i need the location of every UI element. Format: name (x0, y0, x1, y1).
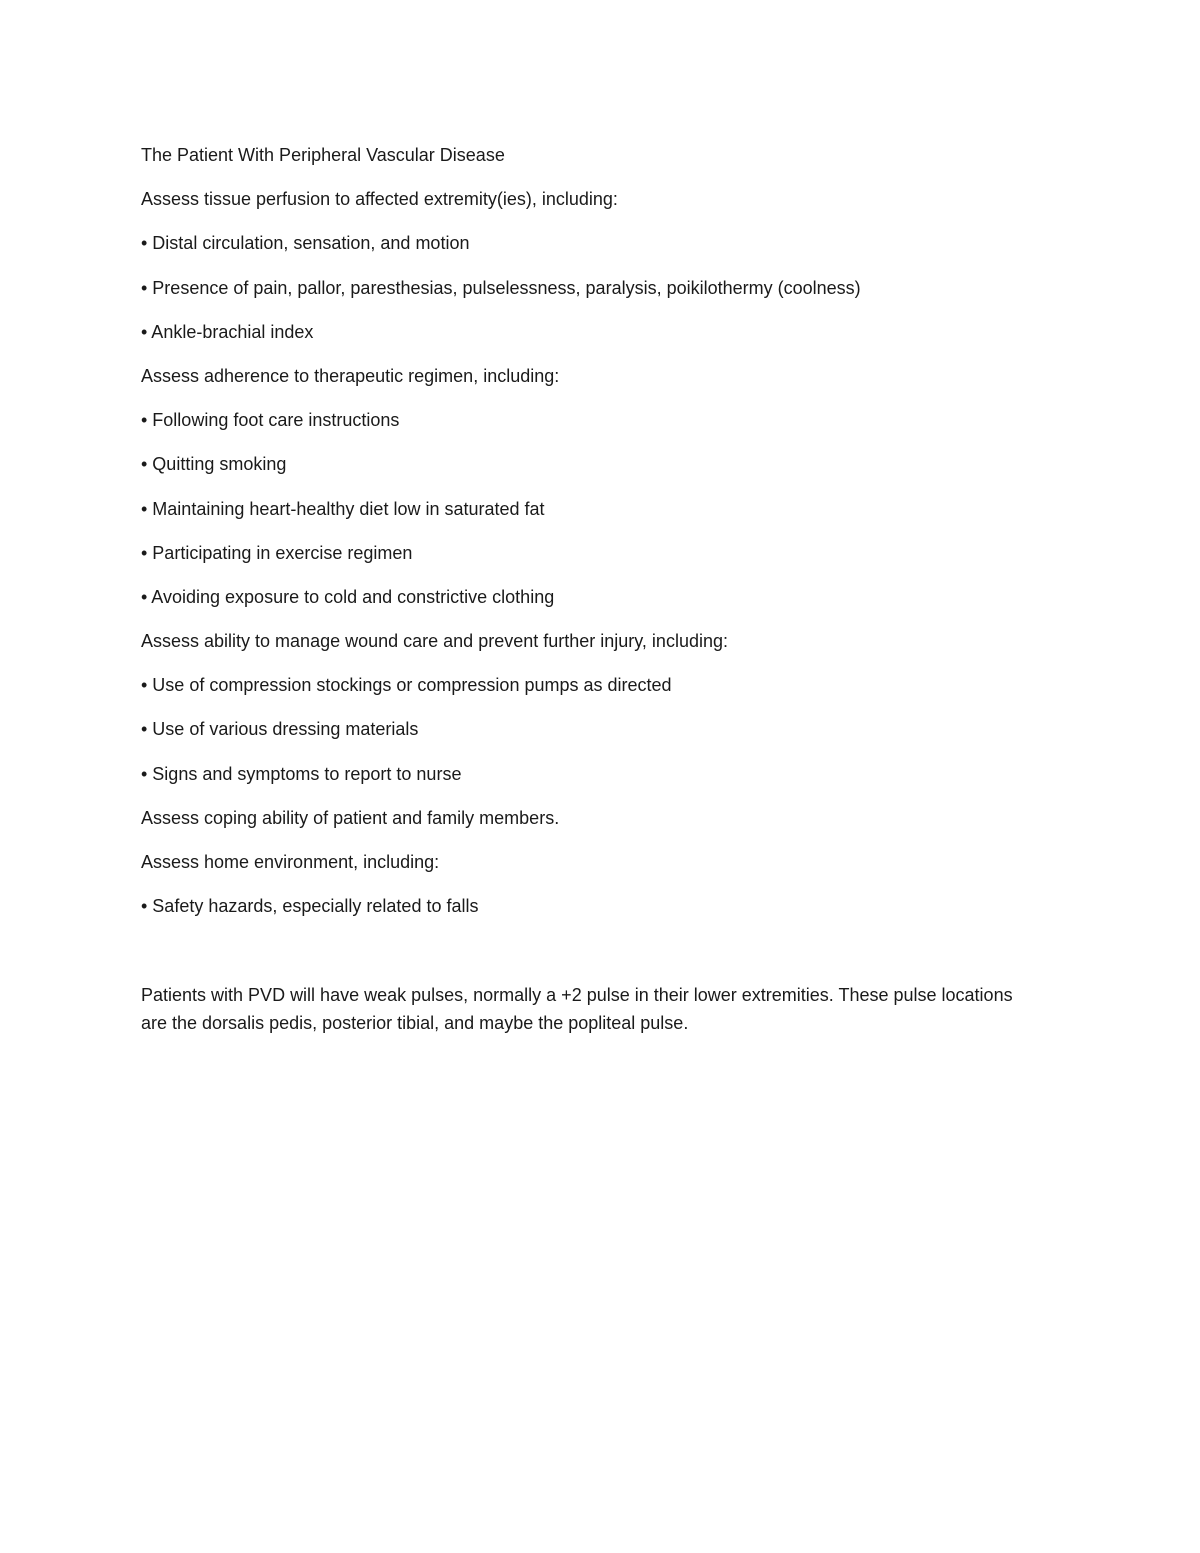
list-item: • Maintaining heart-healthy diet low in saturated fat (141, 498, 545, 519)
list-item: • Use of various dressing materials (141, 719, 419, 740)
closing-paragraph: Patients with PVD will have weak pulses, normally a +2 pulse in their lower extremities. These pulse locations are the dorsalis pedis, posterior tibial, and maybe the popliteal pulse. (141, 985, 1013, 1033)
section-heading-adherence: Assess adherence to therapeutic regimen, including: (141, 365, 560, 386)
list-item: • Use of compression stockings or compression pumps as directed (141, 675, 672, 696)
list-item: • Ankle-brachial index (141, 321, 314, 342)
section-heading-coping: Assess coping ability of patient and family members. (141, 807, 560, 828)
list-item: • Participating in exercise regimen (141, 542, 413, 563)
list-item: • Presence of pain, pallor, paresthesias, pulselessness, paralysis, poikilothermy (coolness) (141, 277, 861, 298)
list-item: • Distal circulation, sensation, and motion (141, 233, 470, 254)
section-heading-tissue-perfusion: Assess tissue perfusion to affected extremity(ies), including: (141, 189, 618, 210)
list-item: • Safety hazards, especially related to falls (141, 896, 479, 917)
section-heading-home-environment: Assess home environment, including: (141, 852, 440, 872)
section-heading-wound-care: Assess ability to manage wound care and prevent further injury, including: (141, 631, 728, 652)
document-body (141, 142, 1041, 937)
list-item: • Quitting smoking (141, 454, 287, 475)
list-item: • Following foot care instructions (141, 410, 400, 431)
list-item: • Signs and symptoms to report to nurse (141, 763, 462, 784)
document-title: The Patient With Peripheral Vascular Disease (141, 145, 505, 165)
list-item: • Avoiding exposure to cold and constrictive clothing (141, 586, 555, 607)
